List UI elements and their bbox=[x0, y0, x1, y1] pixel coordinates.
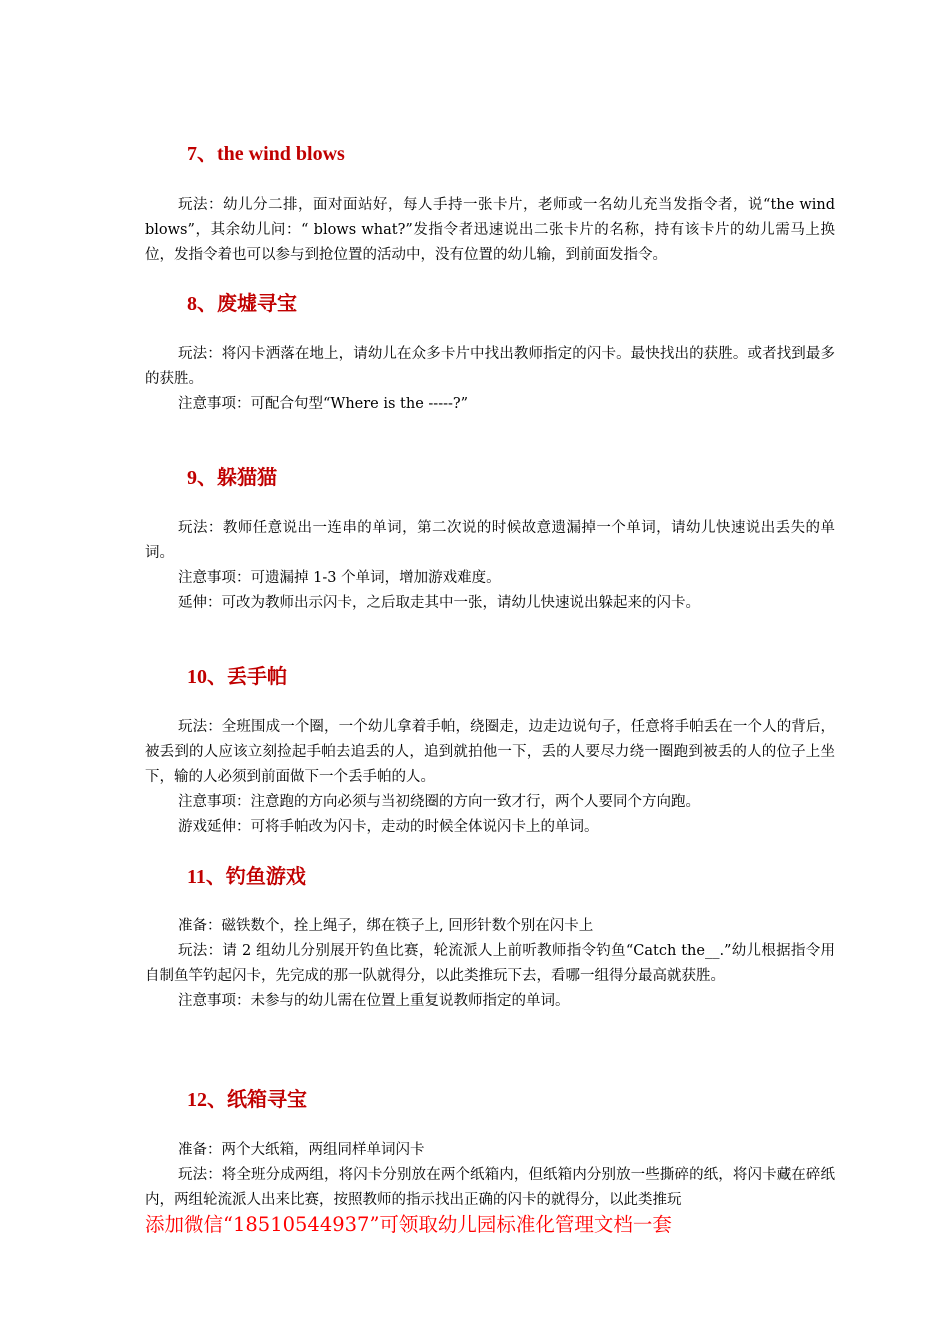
section-heading: 7、the wind blows bbox=[187, 143, 345, 165]
paragraph: 游戏延伸：可将手帕改为闪卡，走动的时候全体说闪卡上的单词。 bbox=[178, 819, 599, 835]
paragraph: 玩法：请 2 组幼儿分别展开钓鱼比赛，轮流派人上前听教师指令钓鱼“Catch the__.”幼儿根据指令用自制鱼竿钓起闪卡，先完成的那一队就得分，以此类推玩下去，看哪一组得分最高就获胜。 bbox=[145, 943, 835, 984]
paragraph: 注意事项：可配合句型“Where is the -----?” bbox=[178, 396, 469, 412]
section-8 bbox=[145, 291, 835, 417]
paragraph: 玩法：教师任意说出一连串的单词，第二次说的时候故意遗漏掉一个单词，请幼儿快速说出丢失的单词。 bbox=[145, 520, 835, 561]
section-10 bbox=[145, 664, 835, 840]
paragraph: 玩法：幼儿分二排，面对面站好，每人手持一张卡片，老师或一名幼儿充当发指令者，说“the wind blows”，其余幼儿问：“ blows what?”发指令者迅速说出二张卡片的名称，持有该卡片的幼儿需马上换位，发指令着也可以参与到抢位置的活动中，没有位置的幼儿输，到前面发指令。 bbox=[145, 197, 835, 263]
section-heading: 10、丢手帕 bbox=[187, 666, 287, 688]
paragraph: 玩法：将闪卡洒落在地上，请幼儿在众多卡片中找出教师指定的闪卡。最快找出的获胜。或者找到最多的获胜。 bbox=[145, 346, 835, 387]
section-heading: 12、纸箱寻宝 bbox=[187, 1089, 307, 1111]
paragraph: 玩法：全班围成一个圈，一个幼儿拿着手帕，绕圈走，边走边说句子，任意将手帕丢在一个人的背后，被丢到的人应该立刻捡起手帕去追丢的人，追到就拍他一下，丢的人要尽力绕一圈跑到被丢的人的位子上坐下，输的人必须到前面做下一个丢手帕的人。 bbox=[145, 719, 835, 785]
section-9 bbox=[145, 465, 835, 616]
paragraph: 准备：两个大纸箱，两组同样单词闪卡 bbox=[178, 1142, 425, 1158]
section-12 bbox=[145, 1087, 835, 1213]
paragraph: 注意事项：注意跑的方向必须与当初绕圈的方向一致才行，两个人要同个方向跑。 bbox=[178, 794, 700, 810]
paragraph: 延伸：可改为教师出示闪卡，之后取走其中一张，请幼儿快速说出躲起来的闪卡。 bbox=[178, 595, 700, 611]
section-7 bbox=[145, 141, 835, 268]
wechat-promo-note: 添加微信“18510544937”可领取幼儿园标准化管理文档一套 bbox=[145, 1213, 672, 1236]
paragraph: 注意事项：可遗漏掉 1-3 个单词，增加游戏难度。 bbox=[178, 570, 501, 586]
section-11 bbox=[145, 864, 835, 1014]
paragraph: 玩法：将全班分成两组，将闪卡分别放在两个纸箱内，但纸箱内分别放一些撕碎的纸，将闪卡藏在碎纸内，两组轮流派人出来比赛，按照教师的指示找出正确的闪卡的就得分，以此类推玩 bbox=[145, 1167, 835, 1208]
section-heading: 9、躲猫猫 bbox=[187, 467, 277, 489]
section-heading: 11、钓鱼游戏 bbox=[187, 866, 306, 888]
section-heading: 8、废墟寻宝 bbox=[187, 293, 297, 315]
paragraph: 准备：磁铁数个，拴上绳子，绑在筷子上, 回形针数个别在闪卡上 bbox=[178, 918, 594, 934]
paragraph: 注意事项：未参与的幼儿需在位置上重复说教师指定的单词。 bbox=[178, 993, 570, 1009]
